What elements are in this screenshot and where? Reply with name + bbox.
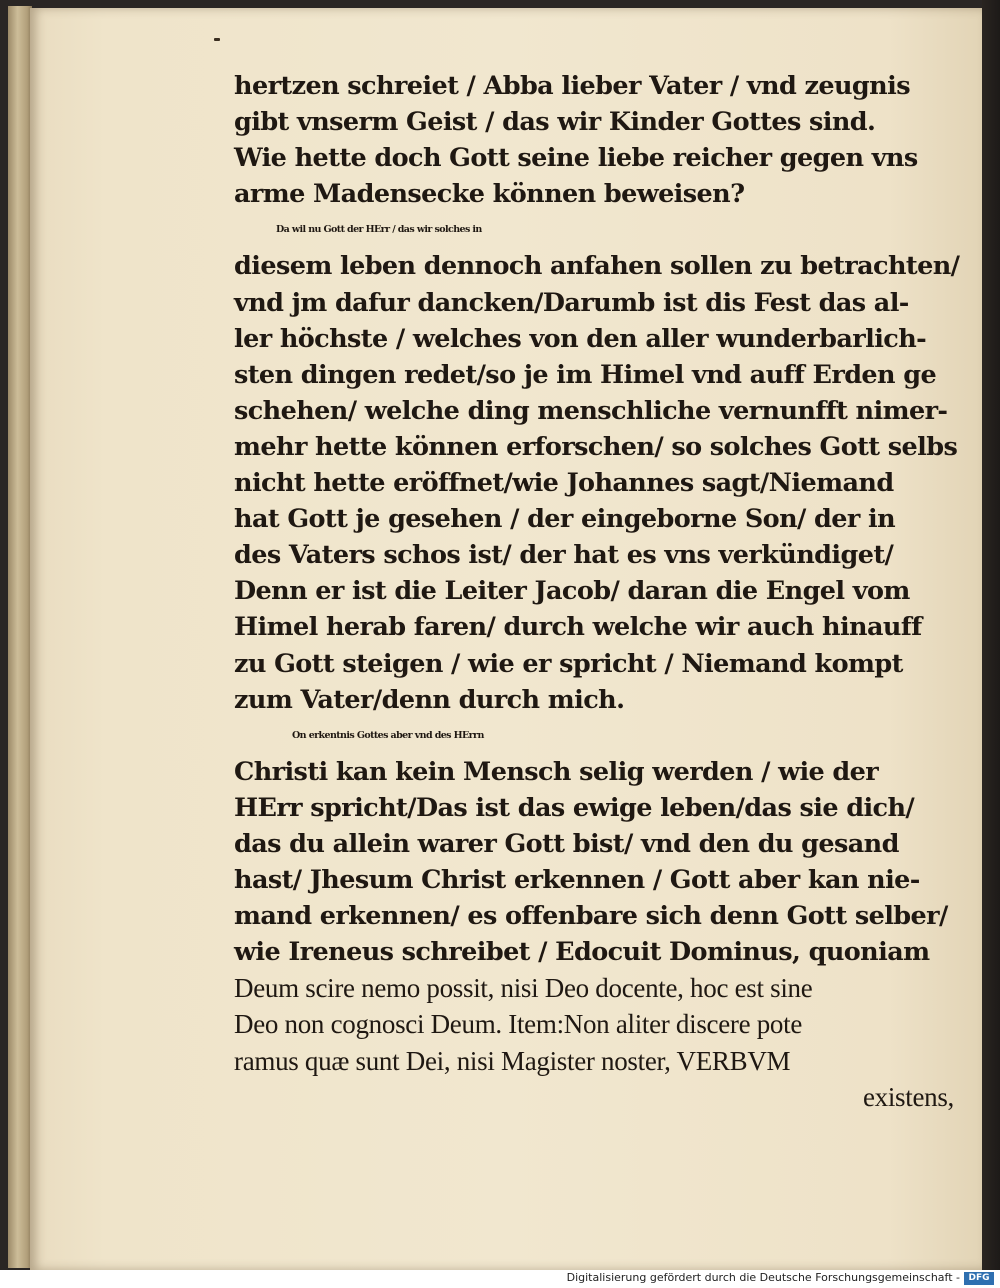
text-line: mand erkennen/ es offenbare sich denn Gott selber/ xyxy=(234,901,948,932)
text-line: Himel herab faren/ durch welche wir auch hinauff xyxy=(234,612,922,643)
funding-notice: Digitalisierung gefördert durch die Deutsche Forschungsgemeinschaft - xyxy=(566,1271,960,1284)
text-line: zum Vater/denn durch mich. xyxy=(234,684,625,715)
text-line: schehen/ welche ding menschliche vernunfft nimer- xyxy=(234,395,948,426)
text-line: existens, xyxy=(862,1081,954,1112)
text-line: Deo non cognosci Deum. Item:Non aliter discere pote xyxy=(234,1009,803,1040)
text-line: mehr hette können erforschen/ so solches Gott selbs xyxy=(234,431,958,462)
page-shadow xyxy=(982,0,1000,1270)
text-line: ramus quæ sunt Dei, nisi Magister noster, VERBVM xyxy=(234,1045,791,1076)
body-text xyxy=(234,68,966,1115)
footer xyxy=(0,1270,1000,1288)
text-line: zu Gott steigen / wie er spricht / Niemand kompt xyxy=(234,648,903,679)
text-line: hertzen schreiet / Abba lieber Vater / vnd zeugnis xyxy=(234,71,910,101)
text-line: sten dingen redet/so je im Himel vnd auff Erden ge xyxy=(234,359,937,390)
text-line: HErr spricht/Das ist das ewige leben/das sie dich/ xyxy=(234,792,915,823)
text-line: hat Gott je gesehen / der eingeborne Son/ der in xyxy=(234,504,896,535)
text-line: Wie hette doch Gott seine liebe reicher gegen vns xyxy=(234,143,918,174)
text-line: On erkentnis Gottes aber vnd des HErrn xyxy=(292,729,484,741)
text-line: wie Ireneus schreibet / Edocuit Dominus, quoniam xyxy=(234,937,930,968)
text-line: nicht hette eröffnet/wie Johannes sagt/Niemand xyxy=(234,468,894,499)
text-line: Christi kan kein Mensch selig werden / wie der xyxy=(234,756,879,787)
text-line: Denn er ist die Leiter Jacob/ daran die Engel vom xyxy=(234,576,910,607)
text-line: das du allein warer Gott bist/ vnd den du gesand xyxy=(234,828,899,859)
dfg-logo: DFG xyxy=(964,1272,994,1285)
text-line: Deum scire nemo possit, nisi Deo docente, hoc est sine xyxy=(234,973,813,1004)
text-line: gibt vnserm Geist / das wir Kinder Gottes sind. xyxy=(234,107,876,138)
text-line: diesem leben dennoch anfahen sollen zu betrachten/ xyxy=(234,251,960,282)
ink-mark xyxy=(214,38,220,41)
text-line: hast/ Jhesum Christ erkennen / Gott aber kan nie- xyxy=(234,865,920,896)
book-edge xyxy=(8,6,32,1268)
text-line: arme Madensecke können beweisen? xyxy=(234,179,745,210)
text-line: vnd jm dafur dancken/Darumb ist dis Fest das al- xyxy=(234,287,909,318)
text-line: ler höchste / welches von den aller wunderbarlich- xyxy=(234,323,927,354)
text-line: Da wil nu Gott der HErr / das wir solches in xyxy=(276,224,482,236)
text-line: des Vaters schos ist/ der hat es vns verkündiget/ xyxy=(234,540,894,571)
